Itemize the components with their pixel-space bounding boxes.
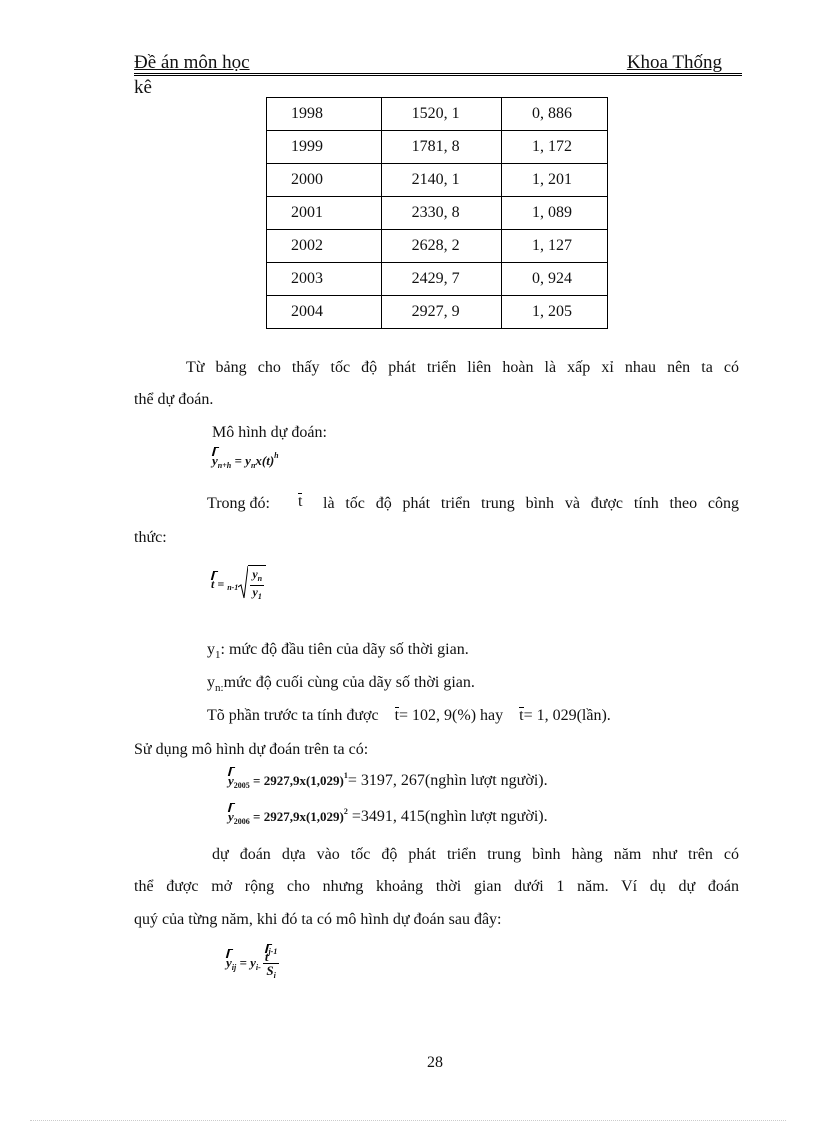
y1-subscript: 1 (215, 649, 221, 662)
rate-cell: 1, 127 (502, 230, 608, 263)
formula-1-sup: h (274, 451, 279, 460)
page-number: 28 (427, 1054, 443, 1071)
rate-cell: 0, 924 (502, 263, 608, 296)
year-cell: 2001 (267, 197, 382, 230)
rate-cell: 1, 201 (502, 164, 608, 197)
value-cell: 1520, 1 (381, 98, 501, 131)
formula-3-den-sub: i (273, 971, 276, 980)
formula-2-num-sub: n (257, 574, 263, 583)
paragraph-2-line-1: dự đoán dựa vào tốc độ phát triển trung bình hàng năm như trên có (212, 846, 739, 863)
formula-2-t: t (211, 576, 215, 591)
formula-3-y: y (226, 955, 232, 970)
calc2-sub: 2006 (233, 817, 250, 826)
rate-cell: 1, 172 (502, 131, 608, 164)
yn-description: mức độ cuối cùng của dãy số thời gian. (223, 674, 475, 691)
paragraph-2-line-3: quý của từng năm, khi đó ta có mô hình dự đoán sau đây: (134, 911, 502, 928)
formula-3-sub: ij (231, 963, 237, 972)
yn-symbol: y (207, 674, 215, 691)
rate-cell: 1, 089 (502, 197, 608, 230)
calc1-y: y (228, 773, 234, 788)
formula-3-eq: = y (239, 955, 256, 970)
paragraph-1-line-2: thể dự đoán. (134, 391, 214, 408)
data-table (266, 97, 608, 329)
formula-3-sub2: i- (255, 963, 261, 972)
formula-2-eq: = (217, 576, 225, 591)
model-label: Mô hình dự đoán: (212, 424, 327, 441)
value-cell: 1781, 8 (381, 131, 501, 164)
table-row (267, 98, 608, 131)
year-cell: 2003 (267, 263, 382, 296)
header-left-title: Đề án môn học (134, 52, 250, 73)
previous-result-line (207, 706, 611, 726)
value-cell: 2429, 7 (381, 263, 501, 296)
definition-y1 (207, 640, 469, 665)
calc2-result: =3491, 415(nghìn lượt người). (351, 808, 548, 825)
formula-quarterly-model (226, 945, 279, 982)
prev-part-b: = 102, 9(%) hay (399, 707, 504, 724)
table-row (267, 164, 608, 197)
calc2-y: y (228, 809, 234, 824)
calculation-2006 (228, 807, 548, 827)
bottom-dotted-rule (30, 1120, 786, 1121)
radical-sign (238, 565, 248, 599)
rate-cell: 0, 886 (502, 98, 608, 131)
formula-3-den: S (266, 963, 274, 978)
y1-description: : mức độ đầu tiên của dãy số thời gian. (220, 641, 469, 658)
formula-2-den-sub: 1 (257, 592, 262, 601)
prev-t2: t (519, 707, 524, 724)
formula-3-num-t: t (264, 949, 269, 964)
calculation-2005 (228, 771, 548, 791)
header-rule (134, 73, 742, 76)
table-row (267, 263, 608, 296)
calc2-expr: = 2927,9x(1,029) (253, 809, 344, 824)
y1-symbol: y (207, 641, 215, 658)
value-cell: 2628, 2 (381, 230, 501, 263)
formula-1-lhs: y (212, 453, 218, 468)
yn-subscript: n: (215, 682, 224, 695)
year-cell: 2004 (267, 296, 382, 329)
formula-1-rhs-tail: x(t) (255, 453, 275, 468)
formula-1-rhs-sub: n (250, 461, 256, 470)
formula-2-den: y (252, 585, 258, 599)
table-row (267, 197, 608, 230)
prev-part-a: Tõ phần trước ta tính được (207, 707, 379, 724)
calc1-expr: = 2927,9x(1,029) (253, 773, 344, 788)
year-cell: 1999 (267, 131, 382, 164)
year-cell: 2000 (267, 164, 382, 197)
paragraph-1-line-1: Từ bảng cho thấy tốc độ phát triển liên hoàn là xấp xỉ nhau nên ta có (186, 359, 739, 376)
calc2-sup: 2 (343, 807, 348, 816)
prev-t1: t (394, 707, 400, 724)
paragraph-2-line-2: thể được mở rộng cho nhưng khoảng thời gian dưới 1 năm. Ví dụ dự đoán (134, 878, 739, 895)
use-model-line: Sử dụng mô hình dự đoán trên ta có: (134, 741, 369, 758)
year-cell: 1998 (267, 98, 382, 131)
formula-1-rhs: = y (234, 453, 251, 468)
rate-cell: 1, 205 (502, 296, 608, 329)
table-row (267, 131, 608, 164)
where-rest: là tốc độ phát triển trung bình và được tính theo công (323, 495, 739, 512)
year-cell: 2002 (267, 230, 382, 263)
formula-2-num: y (252, 567, 258, 581)
where-t-bar: t (298, 493, 303, 510)
formula-mean-rate (211, 565, 266, 603)
table-row (267, 230, 608, 263)
formula-1-lhs-sub: n+h (217, 461, 232, 470)
definition-yn (207, 673, 475, 698)
where-prefix: Trong đó: (207, 495, 270, 512)
formula-forecast-model (212, 451, 279, 470)
formula-word: thức: (134, 529, 167, 546)
header-right-title: Khoa Thống (626, 52, 722, 73)
formula-2-index: n-1 (227, 582, 239, 592)
value-cell: 2927, 9 (381, 296, 501, 329)
table-row (267, 296, 608, 329)
calc1-sup: 1 (343, 771, 348, 780)
prev-part-c: = 1, 029(lần). (523, 707, 611, 724)
value-cell: 2330, 8 (381, 197, 501, 230)
formula-3-num-sup: j-1 (268, 947, 278, 956)
calc1-sub: 2005 (233, 781, 250, 790)
calc1-result: = 3197, 267(nghìn lượt người). (347, 772, 548, 789)
header-wrap-text: kê (134, 77, 152, 98)
value-cell: 2140, 1 (381, 164, 501, 197)
